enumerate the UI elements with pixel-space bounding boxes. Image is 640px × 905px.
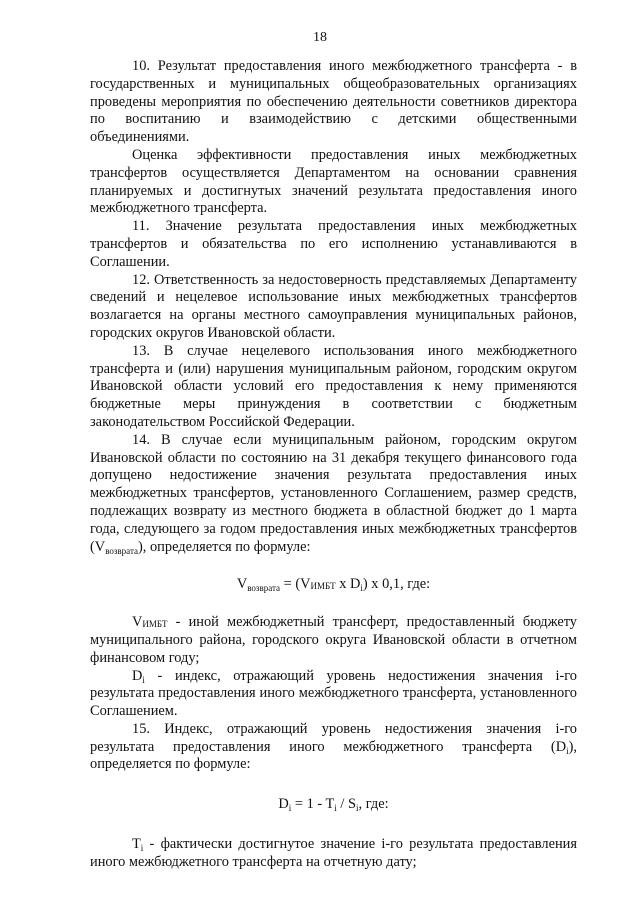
formula-2-d-sub: i bbox=[288, 803, 292, 814]
document-body bbox=[90, 58, 577, 872]
definition-di-symbol: D bbox=[132, 667, 143, 684]
formula-2-mid: = 1 - T bbox=[291, 796, 335, 813]
formula-2-tail: , где: bbox=[358, 796, 389, 813]
formula-1-v: V bbox=[236, 576, 248, 593]
formula-2-slash: / S bbox=[336, 796, 357, 813]
paragraph-14 bbox=[90, 432, 577, 557]
paragraph-15-text: 15. Индекс, отражающий уровень недостижения значения i-го результата предоставления иного межбюджетного трансферта (D bbox=[90, 720, 577, 755]
definition-vimbt-sub: ИМБТ bbox=[142, 619, 168, 630]
formula-1-d-sub: i bbox=[360, 583, 363, 594]
definition-vimbt-symbol: V bbox=[132, 614, 143, 631]
definition-di bbox=[90, 668, 577, 721]
paragraph-10: 10. Результат предоставления иного межбюджетного трансферта - в государственных и муниципальных общеобразовательных организациях проведены мероприятия по обеспечению деятельности советников директора по воспитанию и взаимодействию с детскими общественными объединениями. bbox=[90, 58, 577, 146]
paragraph-15 bbox=[90, 721, 577, 774]
formula-2-t-sub: i bbox=[334, 803, 337, 814]
formula-return-amount bbox=[90, 576, 577, 594]
formula-1-v-sub: возврата bbox=[247, 583, 281, 594]
paragraph-12: 12. Ответственность за недостоверность представляемых Департаменту сведений и нецелевое использование иных межбюджетных трансфертов возлагается на органы местного самоуправления муниципальных районов, городских округов Ивановской области. bbox=[90, 271, 577, 341]
definition-di-sub: i bbox=[142, 674, 145, 685]
definition-ti bbox=[90, 836, 577, 872]
formula-1-tail: ) x 0,1, где: bbox=[362, 576, 431, 593]
page-number: 18 bbox=[313, 30, 327, 45]
definition-ti-symbol: T bbox=[132, 836, 141, 853]
paragraph-13: 13. В случае нецелевого использования иного межбюджетного трансферта и (или) нарушения муниципальным районом, городским округом Ивановской области условий его предоставления к нему применяются бюджетные меры принуждения в соответствии с бюджетным законодательством Российской Федерации. bbox=[90, 342, 577, 430]
paragraph-10-evaluation: Оценка эффективности предоставления иных межбюджетных трансфертов осуществляется Департаментом на основании сравнения планируемых и достигнутых значений результата предоставления иного межбюджетного трансферта. bbox=[90, 146, 577, 217]
formula-1-x: x D bbox=[335, 576, 361, 593]
formula-2-s-sub: i bbox=[356, 803, 359, 814]
paragraph-11: 11. Значение результата предоставления иных межбюджетных трансфертов и обязательства по его исполнению устанавливаются в Соглашении. bbox=[90, 218, 577, 270]
definition-ti-sub: i bbox=[140, 843, 144, 854]
paragraph-15-text-end: ), определяется по формуле: bbox=[90, 738, 577, 773]
formula-1-imbt-sub: ИМБТ bbox=[310, 581, 336, 592]
definition-di-text: - индекс, отражающий уровень недостижения значения i-го результата предоставления иного межбюджетного трансферта, установленного Соглашением. bbox=[90, 667, 577, 720]
formula-2-d: D bbox=[278, 796, 289, 813]
formula-1-mid: = (V bbox=[280, 576, 311, 593]
paragraph-15-subscript: i bbox=[566, 745, 569, 756]
paragraph-14-subscript: возврата bbox=[105, 545, 138, 556]
definition-ti-text: - фактически достигнутое значение i-го результата предоставления иного межбюджетного трансферта на отчетную дату; bbox=[90, 836, 577, 870]
definition-vimbt-text: - иной межбюджетный трансферт, предоставленный бюджету муниципального района, городского округа Ивановской области в отчетном финансовом году; bbox=[90, 614, 577, 666]
formula-index bbox=[90, 796, 577, 814]
paragraph-14-text-end: ), определяется по формуле: bbox=[137, 538, 311, 555]
paragraph-14-text: 14. В случае если муниципальным районом, городским округом Ивановской области по состоянию на 31 декабря текущего финансового года допущено недостижение значения результата предоставления иных межбюджетных трансфертов, установленного Соглашением, размер средств, подлежащих возврату из местного бюджета в областной бюджет до 1 марта года, следующего за годом предоставления иных межбюджетных трансфертов (V bbox=[90, 431, 577, 555]
definition-vimbt bbox=[90, 614, 577, 667]
